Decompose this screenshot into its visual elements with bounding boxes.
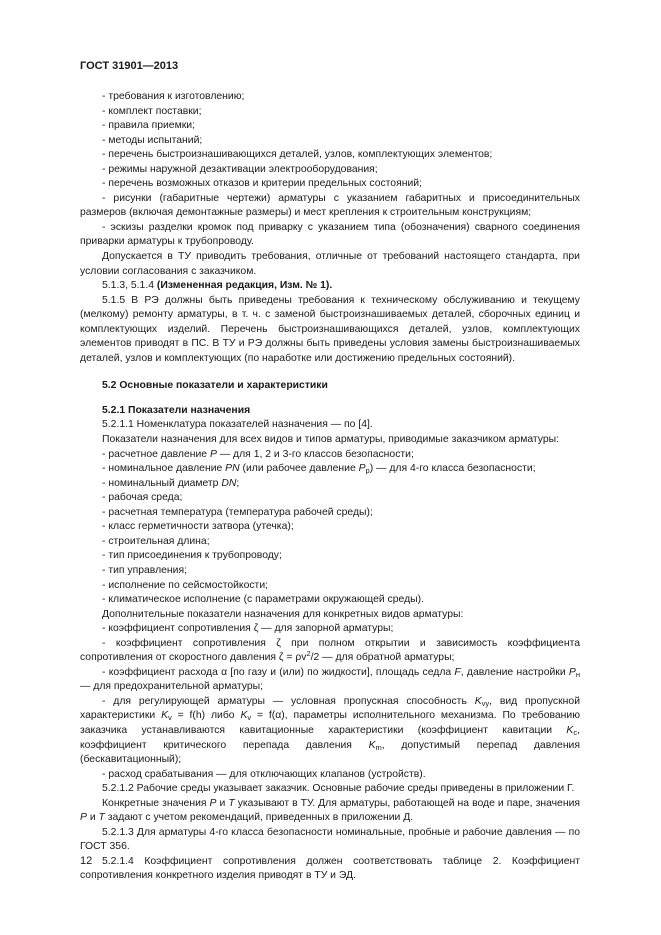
list-item: - расчетная температура (температура рабочей среды); xyxy=(102,506,373,518)
list-item: - коэффициент сопротивления ζ — для запорной арматуры; xyxy=(102,623,394,635)
list-item: - эскизы разделки кромок под приварку с указанием типа (обозначения) сварного соединения приварки арматуры к трубопроводу. xyxy=(80,221,580,248)
list-item: - перечень быстроизнашивающихся деталей, узлов, комплектующих элементов; xyxy=(102,149,493,161)
amendment-label: (Измененная редакция, Изм. № 1). xyxy=(156,280,333,292)
section-heading-5-2-1: 5.2.1 Показатели назначения xyxy=(102,404,251,416)
amendment-note xyxy=(80,279,580,294)
clause-number: 5.1.3, 5.1.4 xyxy=(102,280,154,292)
document-header: ГОСТ 31901—2013 xyxy=(80,60,179,72)
list-item: - коэффициент сопротивления ζ при полном открытии и зависимость коэффициента сопротивления от скоростного давления $\zeta = \rho v^2/2$ — для обратной арматуры; xyxy=(80,637,580,664)
list-item: - рисунки (габаритные чертежи) арматуры с указанием габаритных и присоединительных размеров (включая демонтажные размеры) и мест крепления к строительным конструкциям; xyxy=(80,192,580,219)
paragraph: Допускается в ТУ приводить требования, отличные от требований настоящего стандарта, при условии согласования с заказчиком. xyxy=(80,251,580,277)
paragraph: Дополнительные показатели назначения для конкретных видов арматуры: xyxy=(102,608,464,620)
list-item: - тип управления; xyxy=(102,564,187,576)
list-item: - рабочая среда; xyxy=(102,492,183,504)
list-item: - правила приемки; xyxy=(102,120,195,132)
list-item: - номинальное давление PN (или рабочее давление $P_р$) — для 4-го класса безопасности; xyxy=(102,463,536,476)
clause-5-2-1-1: 5.2.1.1 Номенклатура показателей назначения — по [4]. xyxy=(102,419,373,431)
list-item: - класс герметичности затвора (утечка); xyxy=(102,521,294,533)
list-item: - расчетное давление P — для 1, 2 и 3-го классов безопасности; xyxy=(102,448,414,460)
clause-5-2-1-4: 5.2.1.4 Коэффициент сопротивления должен соответствовать таблице 2. Коэффициент сопротивления конкретного изделия приводят в ТУ и ЭД. xyxy=(80,855,580,882)
document-body xyxy=(80,90,580,884)
paragraph: Конкретные значения P и T указывают в ТУ. Для арматуры, работающей на воде и паре, значения P и T задают с учетом рекомендаций, приведенных в приложении Д. xyxy=(80,797,580,824)
list-item: - тип присоединения к трубопроводу; xyxy=(102,550,282,562)
clause-5-2-1-3: 5.2.1.3 Для арматуры 4-го класса безопасности номинальные, пробные и рабочие давления — по ГОСТ 356. xyxy=(80,826,580,853)
list-item: - комплект поставки; xyxy=(102,105,202,117)
section-heading-5-2: 5.2 Основные показатели и характеристики xyxy=(102,380,328,392)
list-item: - методы испытаний; xyxy=(102,134,203,146)
paragraph: Показатели назначения для всех видов и типов арматуры, приводимые заказчиком арматуры: xyxy=(102,434,559,446)
list-item: - режимы наружной дезактивации электрооборудования; xyxy=(102,163,378,175)
clause-5-1-5: 5.1.5 В РЭ должны быть приведены требования к техническому обслуживанию и текущему (мелкому) ремонту арматуры, в т. ч. с заменой быстроизнашиваемых деталей, сборочных единиц и комплектующих изделий. Перечень быстроизнашивающихся деталей, узлов, комплектующих элементов приводят в ПС. В ТУ и РЭ должны быть приведены условия замены быстроизнашиваемых деталей, узлов и комплектующих (по наработке или достижению предельных состояний). xyxy=(80,294,580,364)
list-item: - требования к изготовлению; xyxy=(102,91,245,102)
page-number: 12 xyxy=(80,855,93,867)
list-item: - строительная длина; xyxy=(102,535,210,547)
clause-5-2-1-2: 5.2.1.2 Рабочие среды указывает заказчик. Основные рабочие среды приведены в приложении Г. xyxy=(102,783,575,795)
list-item: - перечень возможных отказов и критерии предельных состояний; xyxy=(102,178,422,190)
list-item: - исполнение по сейсмостойкости; xyxy=(102,579,269,591)
list-item: - для регулирующей арматуры — условная пропускная способность $K_{vy}$, вид пропускной характеристики $K_v = f(h)$ либо $K_v = f(\alpha)$, параметры исполнительного механизма. По требованию заказчика устанавливаются кавитационные характеристики (коэффициент кавитации $K_c$, коэффициент критического перепада давления $K_m$, допустимый перепад давления (бескавитационный); xyxy=(80,695,580,766)
list-item: - климатическое исполнение (с параметрами окружающей среды). xyxy=(102,594,424,606)
list-item: - коэффициент расхода α [по газу и (или) по жидкости], площадь седла F, давление настройки $P_н$ — для предохранительной арматуры; xyxy=(80,666,580,693)
list-item: - номинальный диаметр DN; xyxy=(102,477,240,489)
list-item: - расход срабатывания — для отключающих клапанов (устройств). xyxy=(102,768,426,780)
